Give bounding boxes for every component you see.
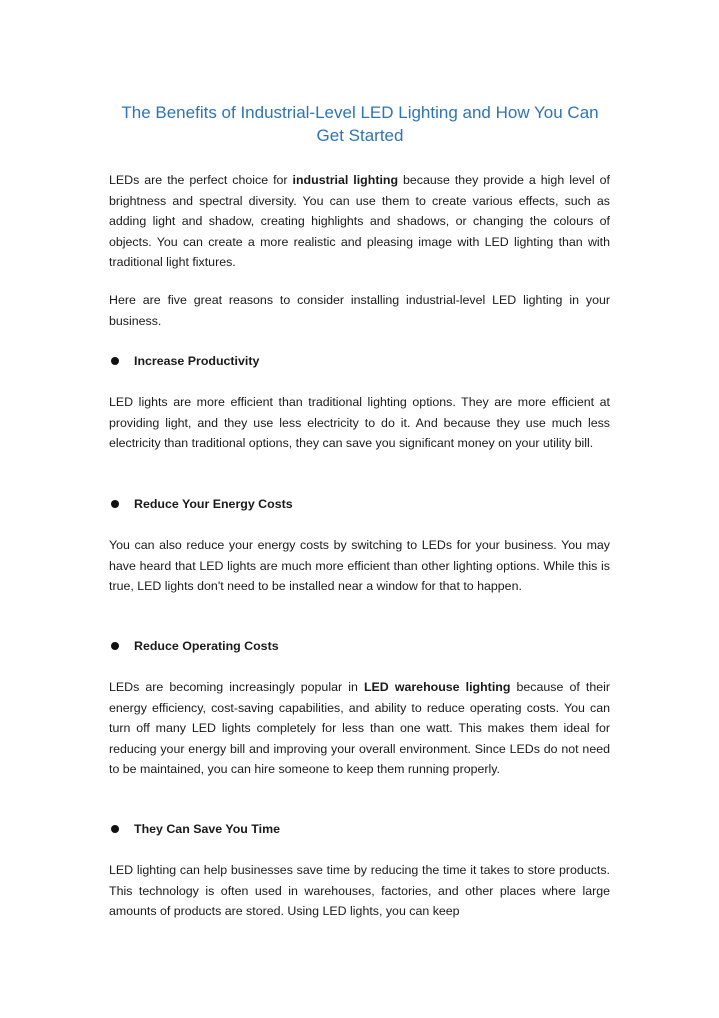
bullet-heading-increase-productivity: [109, 351, 610, 371]
page-title: The Benefits of Industrial-Level LED Lighting and How You Can Get Started: [121, 103, 599, 145]
led-warehouse-lighting-link-text: LED warehouse lighting: [363, 680, 511, 694]
bullet-heading-label: Reduce Operating Costs: [134, 639, 279, 653]
operating-costs-text-end: because of their energy efficiency, cost-saving capabilities, and ability to reduce operating costs. You can turn off many LED lights completely for less than one watt. This makes them ideal for reducing your energy bill and improving your overall environment. Since LEDs do not need to be maintained, you can hire someone to keep them running properly.: [109, 680, 610, 776]
section-paragraph-energy-costs: You can also reduce your energy costs by switching to LEDs for your business. You may have heard that LED lights are much more efficient than other lighting options. While this is true, LED lights don't need to be installed near a window for that to happen.: [109, 538, 610, 593]
reasons-intro-paragraph: Here are five great reasons to consider installing industrial-level LED lighting in your business.: [109, 293, 610, 328]
bullet-heading-label: Increase Productivity: [134, 354, 260, 368]
bullet-heading-save-time: [109, 819, 610, 839]
bullet-icon: [111, 357, 119, 365]
bullet-icon: [111, 500, 119, 508]
bullet-icon: [111, 642, 119, 650]
intro-text-end: because they provide a high level of brightness and spectral diversity. You can use them to create various effects, such as adding light and shadow, creating highlights and shadows, or changing the colours of objects. You can create a more realistic and pleasing image with LED lighting than with traditional light fixtures.: [109, 173, 611, 269]
section-paragraph-productivity: LED lights are more efficient than traditional lighting options. They are more efficient at providing light, and they use less electricity to do it. And because they use much less electricity than traditional options, they can save you significant money on your utility bill.: [109, 395, 610, 450]
bullet-heading-label: They Can Save You Time: [134, 822, 280, 836]
bullet-icon: [111, 825, 119, 833]
section-paragraph-operating-costs: [109, 677, 610, 780]
intro-text-start: LEDs are the perfect choice for: [109, 173, 293, 187]
bullet-heading-label: Reduce Your Energy Costs: [134, 497, 293, 511]
bullet-heading-energy-costs: [109, 494, 610, 514]
bullet-heading-operating-costs: [109, 636, 610, 656]
intro-paragraph: [109, 170, 610, 273]
section-paragraph-save-time: LED lighting can help businesses save time by reducing the time it takes to store products. This technology is often used in warehouses, factories, and other places where large amounts of products are stored. Using LED lights, you can keep: [109, 863, 610, 918]
operating-costs-text-start: LEDs are becoming increasingly popular in: [109, 680, 364, 694]
industrial-lighting-link-text: industrial lighting: [292, 173, 399, 187]
